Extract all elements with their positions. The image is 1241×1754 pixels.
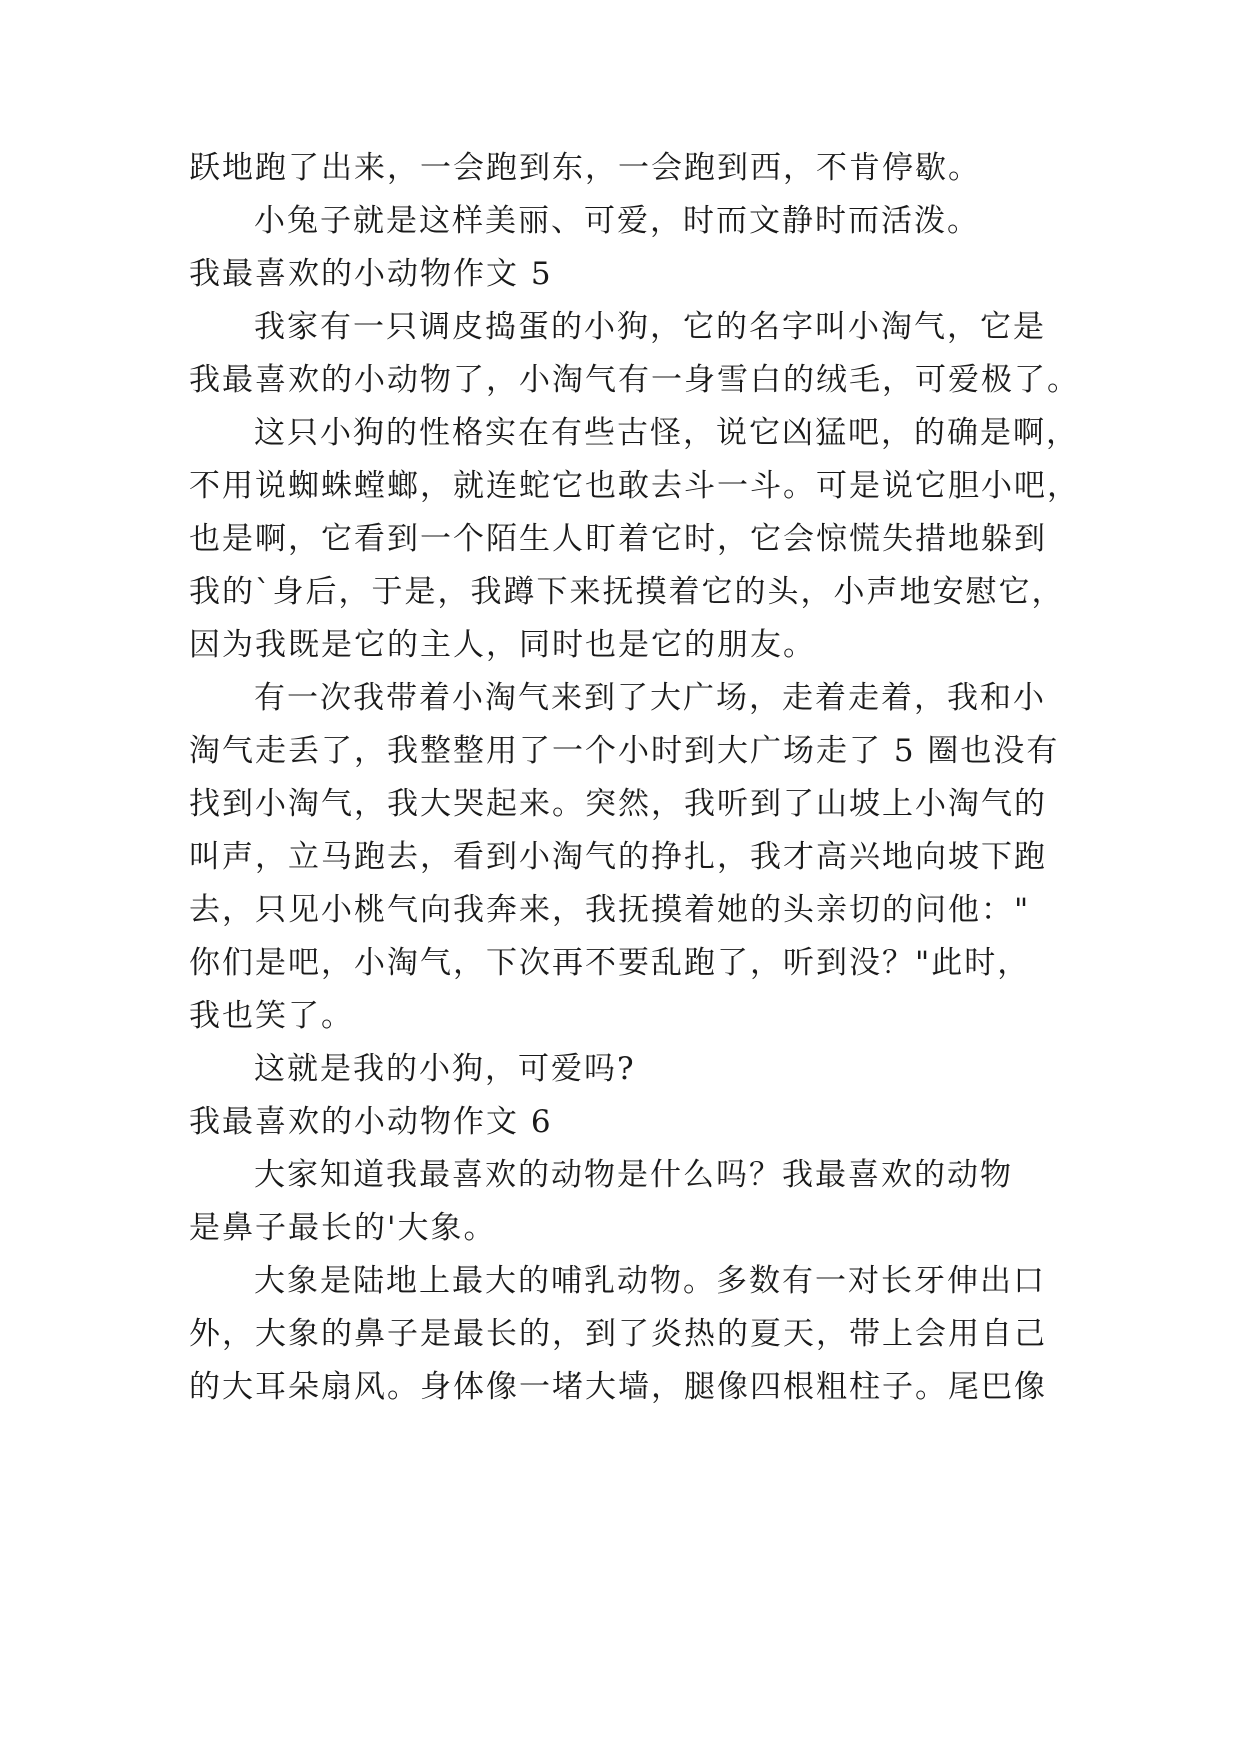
- paragraph-line: 的大耳朵扇风。身体像一堵大墙，腿像四根粗柱子。尾巴像: [189, 1369, 1047, 1405]
- paragraph-line: 我家有一只调皮捣蛋的小狗，它的名字叫小淘气，它是: [254, 309, 1046, 345]
- paragraph-line: 大象是陆地上最大的哺乳动物。多数有一对长牙伸出口: [254, 1263, 1046, 1299]
- paragraph-line: 我也笑了。: [189, 998, 354, 1034]
- paragraph-line: 找到小淘气，我大哭起来。突然，我听到了山坡上小淘气的: [189, 786, 1047, 822]
- paragraph-line: 也是啊，它看到一个陌生人盯着它时，它会惊慌失措地躲到: [189, 521, 1047, 557]
- paragraph-line: 我最喜欢的小动物了，小淘气有一身雪白的绒毛，可爱极了。: [189, 362, 1080, 398]
- paragraph-line: 这就是我的小狗，可爱吗?: [254, 1051, 636, 1087]
- paragraph-line: 大家知道我最喜欢的动物是什么吗？我最喜欢的动物: [254, 1157, 1013, 1193]
- paragraph-line: 叫声，立马跑去，看到小淘气的挣扎，我才高兴地向坡下跑: [189, 839, 1047, 875]
- paragraph-line: 小兔子就是这样美丽、可爱，时而文静时而活泼。: [254, 203, 980, 239]
- paragraph-line: 淘气走丢了，我整整用了一个小时到大广场走了 5 圈也没有: [189, 733, 1060, 769]
- paragraph-line: 去，只见小桃气向我奔来，我抚摸着她的头亲切的问他：": [189, 892, 1031, 928]
- paragraph-line: 我的`身后，于是，我蹲下来抚摸着它的头，小声地安慰它，: [189, 574, 1065, 610]
- paragraph-line: 跃地跑了出来，一会跑到东，一会跑到西，不肯停歇。: [189, 150, 981, 186]
- paragraph-line: 这只小狗的性格实在有些古怪，说它凶猛吧，的确是啊，: [254, 415, 1079, 451]
- paragraph-line: 外，大象的鼻子是最长的，到了炎热的夏天，带上会用自己: [189, 1316, 1047, 1352]
- section-title: 我最喜欢的小动物作文 6: [189, 1104, 553, 1140]
- paragraph-line: 是鼻子最长的'大象。: [189, 1210, 497, 1246]
- paragraph-line: 因为我既是它的主人，同时也是它的朋友。: [189, 627, 816, 663]
- paragraph-line: 你们是吧，小淘气，下次再不要乱跑了，听到没？"此时，: [189, 945, 1031, 981]
- paragraph-line: 有一次我带着小淘气来到了大广场，走着走着，我和小: [254, 680, 1046, 716]
- paragraph-line: 不用说蜘蛛螳螂，就连蛇它也敢去斗一斗。可是说它胆小吧，: [189, 468, 1080, 504]
- section-title: 我最喜欢的小动物作文 5: [189, 256, 553, 292]
